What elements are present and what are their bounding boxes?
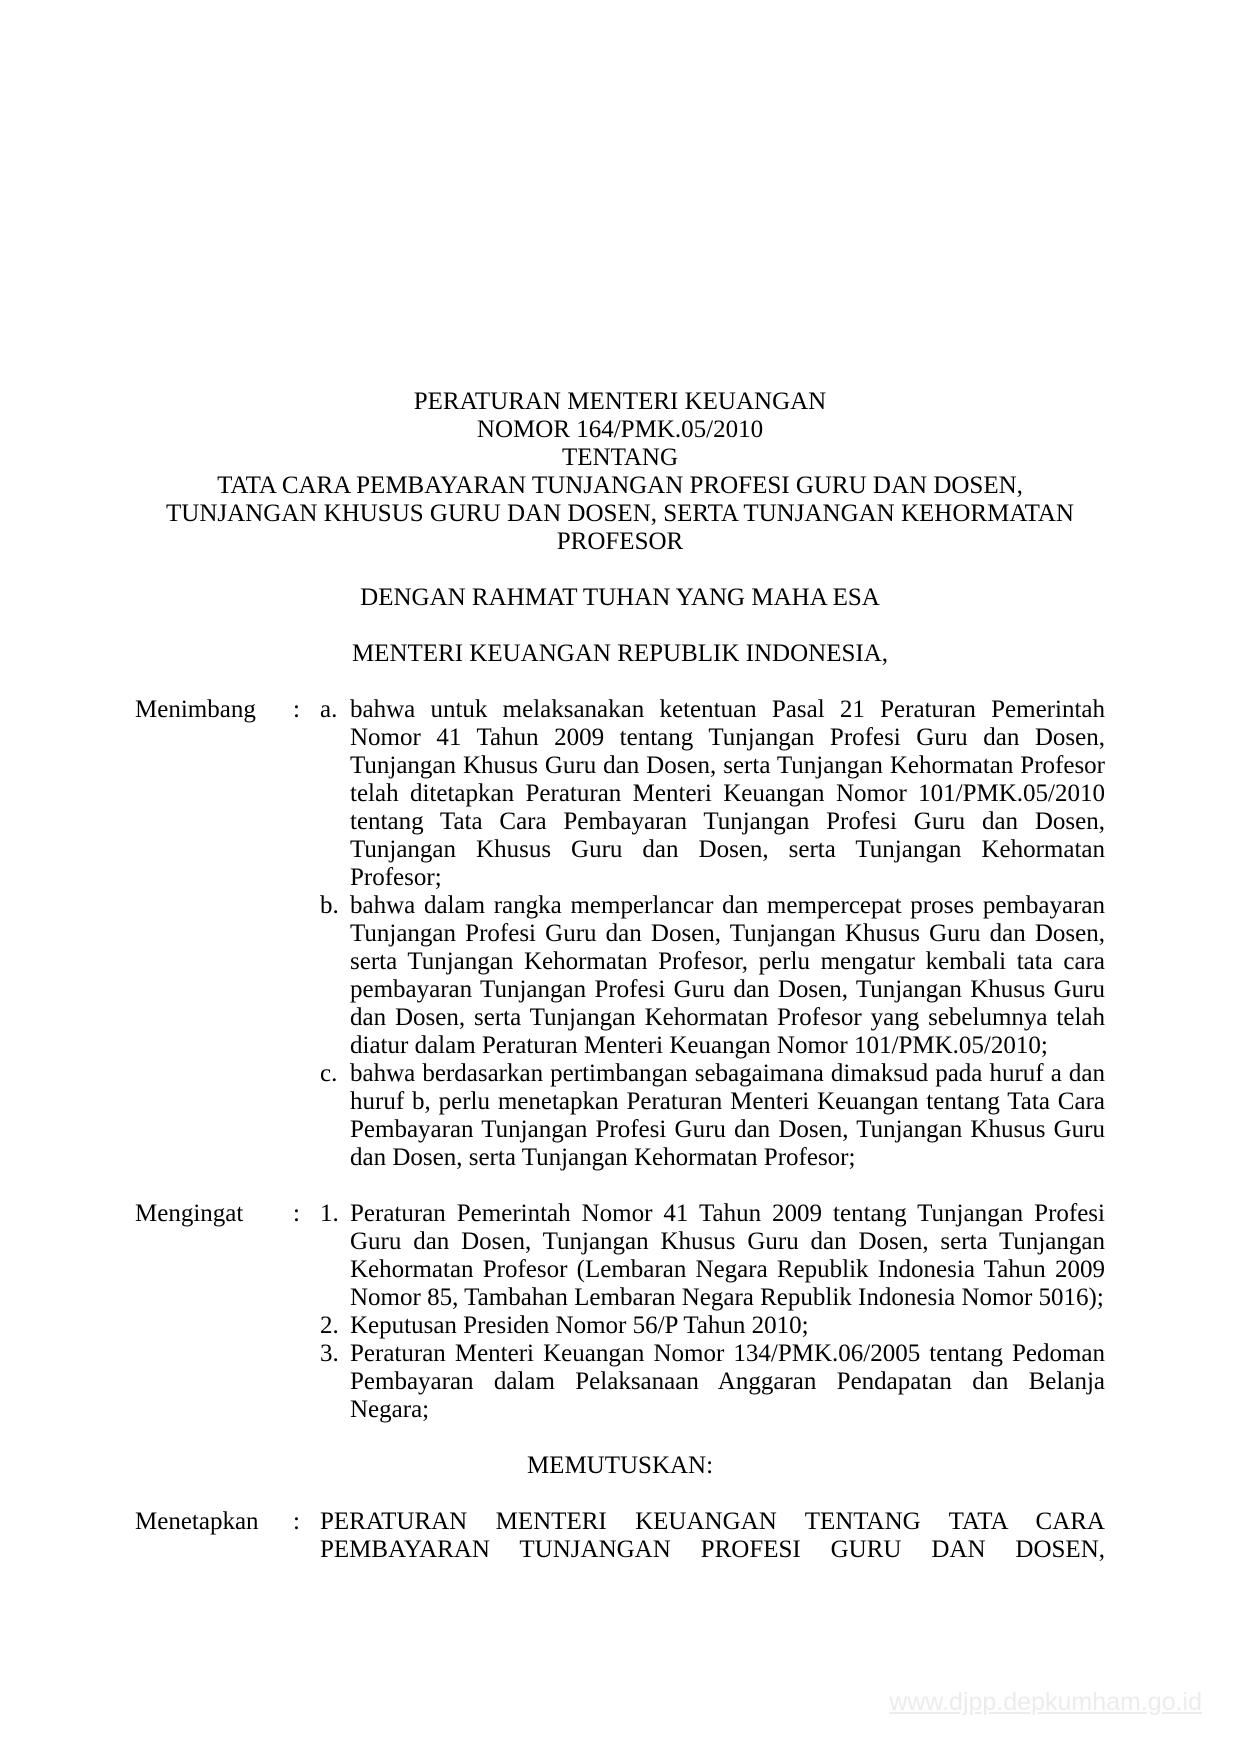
list-item-text: bahwa untuk melaksanakan ketentuan Pasal 21 Peraturan Pemerintah Nomor 41 Tahun 2009 tentang Tunjangan Profesi Guru dan Dosen, Tunjangan Khusus Guru dan Dosen, serta Tunjangan Kehormatan Profesor telah ditetapkan Peraturan Menteri Keuangan Nomor 101/PMK.05/2010 tentang Tata Cara Pembayaran Tunjangan Profesi Guru dan Dosen, Tunjangan Khusus Guru dan Dosen, serta Tunjangan Kehormatan Profesor; [350,696,1105,891]
watermark-link[interactable]: www.djpp.depkumham.go.id [889,1688,1202,1716]
list-item-marker: b. [320,892,339,919]
title-line-subject-1: TATA CARA PEMBAYARAN TUNJANGAN PROFESI GURU DAN DOSEN, [217,472,1023,499]
menimbang-body [320,696,1105,1172]
list-item-text: Peraturan Pemerintah Nomor 41 Tahun 2009 tentang Tunjangan Profesi Guru dan Dosen, Tunjangan Khusus Guru dan Dosen, serta Tunjangan Kehormatan Profesor (Lembaran Negara Republik Indonesia Tahun 2009 Nomor 85, Tambahan Lembaran Negara Republik Indonesia Nomor 5016); [350,1200,1105,1311]
mengingat-colon: : [293,1200,300,1227]
memutuskan-heading: MEMUTUSKAN: [526,1452,714,1479]
document-title-block [135,388,1105,556]
title-line-regulation: PERATURAN MENTERI KEUANGAN [413,388,827,415]
watermark [889,1689,1202,1715]
spacer [135,612,1105,640]
menetapkan-section [135,1508,1105,1564]
list-item [320,1060,1105,1172]
spacer [135,1480,1105,1508]
list-item [320,1312,1105,1340]
mengingat-section [135,1200,1105,1424]
list-item [320,696,1105,892]
menimbang-colon: : [293,696,300,723]
menimbang-section [135,696,1105,1172]
spacer [135,1424,1105,1452]
title-line-tentang: TENTANG [561,444,679,471]
spacer [135,1172,1105,1200]
list-item [320,1200,1105,1312]
spacer [135,668,1105,696]
list-item-marker: 1. [320,1200,339,1227]
spacer [135,556,1105,584]
issuer-line: MENTERI KEUANGAN REPUBLIK INDONESIA, [351,640,889,667]
menetapkan-label: Menetapkan [135,1508,259,1535]
list-item-marker: 2. [320,1312,339,1339]
menimbang-label: Menimbang [135,696,256,723]
list-item-marker: a. [320,696,338,723]
mengingat-body [320,1200,1105,1424]
list-item-text: bahwa berdasarkan pertimbangan sebagaimana dimaksud pada huruf a dan huruf b, perlu menetapkan Peraturan Menteri Keuangan tentang Tata Cara Pembayaran Tunjangan Profesi Guru dan Dosen, Tunjangan Khusus Guru dan Dosen, serta Tunjangan Kehormatan Profesor; [350,1060,1105,1171]
menetapkan-colon: : [293,1508,300,1535]
list-item-text: Peraturan Menteri Keuangan Nomor 134/PMK.06/2005 tentang Pedoman Pembayaran dalam Pelaksanaan Anggaran Pendapatan dan Belanja Negara; [350,1340,1105,1423]
title-line-number: NOMOR 164/PMK.05/2010 [476,416,764,443]
mengingat-label: Mengingat [135,1200,244,1227]
list-item-marker: c. [320,1060,338,1087]
title-line-subject-2: TUNJANGAN KHUSUS GURU DAN DOSEN, SERTA TUNJANGAN KEHORMATAN [166,500,1074,527]
list-item [320,892,1105,1060]
menetapkan-text: PERATURAN MENTERI KEUANGAN TENTANG TATA CARA PEMBAYARAN TUNJANGAN PROFESI GURU DAN DOSEN, [320,1508,1105,1563]
invocation-line: DENGAN RAHMAT TUHAN YANG MAHA ESA [360,584,880,611]
list-item [320,1340,1105,1424]
title-line-subject-3: PROFESOR [556,528,684,555]
list-item-marker: 3. [320,1340,339,1367]
list-item-text: Keputusan Presiden Nomor 56/P Tahun 2010; [350,1312,809,1339]
list-item-text: bahwa dalam rangka memperlancar dan mempercepat proses pembayaran Tunjangan Profesi Guru dan Dosen, Tunjangan Khusus Guru dan Dosen, serta Tunjangan Kehormatan Profesor, perlu mengatur kembali tata cara pembayaran Tunjangan Profesi Guru dan Dosen, Tunjangan Khusus Guru dan Dosen, serta Tunjangan Kehormatan Profesor yang sebelumnya telah diatur dalam Peraturan Menteri Keuangan Nomor 101/PMK.05/2010; [350,892,1105,1059]
